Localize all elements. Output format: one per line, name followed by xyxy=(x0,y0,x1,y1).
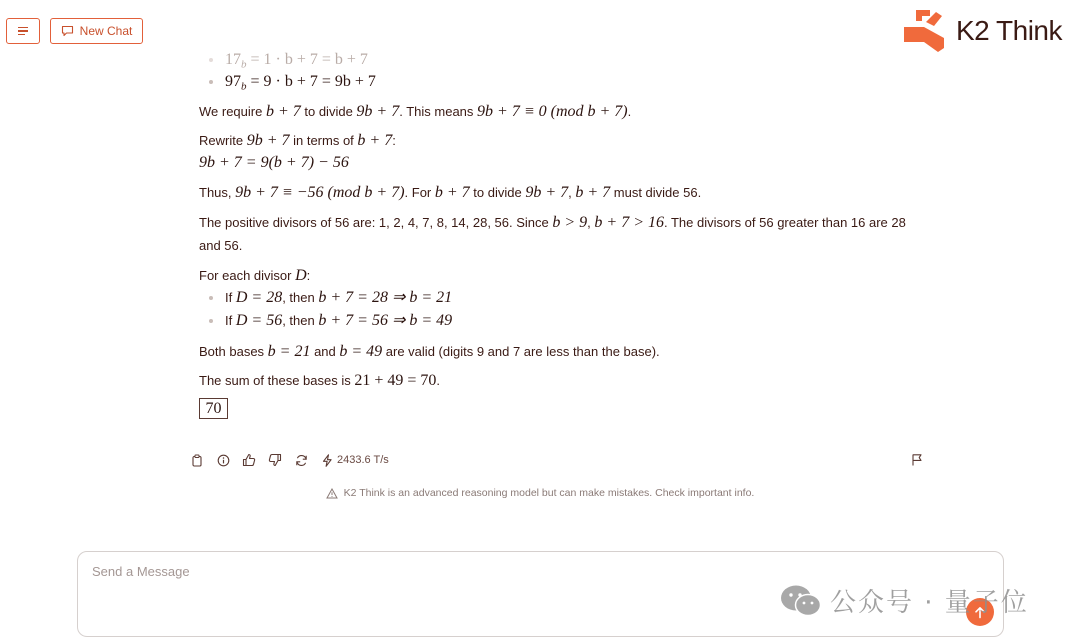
chat-bubble-icon xyxy=(61,25,74,37)
flag-icon[interactable] xyxy=(910,452,924,466)
paragraph: We require b + 7 to divide 9b + 7. This means 9b + 7 ≡ 0 (mod b + 7). xyxy=(199,103,632,120)
list-item: If D = 28, then b + 7 = 28 ⇒ b = 21 xyxy=(225,289,453,306)
boxed-answer: 70 xyxy=(199,398,228,419)
paragraph: The sum of these bases is 21 + 49 = 70. xyxy=(199,372,441,389)
paragraph: The positive divisors of 56 are: 1, 2, 4, 7, 8, 14, 28, 56. Since b > 9, b + 7 > 16. The divisors of 56 greater than 16 are 28 xyxy=(199,214,906,231)
message-actions xyxy=(190,450,940,470)
thumbs-up-icon[interactable] xyxy=(242,453,256,467)
warning-icon xyxy=(326,488,338,499)
bullet-dot xyxy=(209,319,213,323)
equation: 9b + 7 = 9(b + 7) − 56 xyxy=(199,154,349,171)
menu-icon xyxy=(18,27,28,36)
list-item: If D = 56, then b + 7 = 56 ⇒ b = 49 xyxy=(225,312,453,329)
copy-icon[interactable] xyxy=(190,453,204,467)
paragraph: Thus, 9b + 7 ≡ −56 (mod b + 7). For b + 7 to divide 9b + 7, b + 7 must divide 56. xyxy=(199,184,702,201)
disclaimer-text: K2 Think is an advanced reasoning model but can make mistakes. Check important info. xyxy=(343,487,755,499)
bullet-dot xyxy=(209,58,213,62)
bullet-dot xyxy=(209,80,213,84)
list-item: $17_b = 1 \cdot b + 7 = b + 7$ xyxy=(225,51,368,71)
bolt-icon xyxy=(322,454,333,467)
new-chat-button[interactable] xyxy=(50,18,143,44)
list-item: $97_b = 9 \cdot b + 7 = 9b + 7$ xyxy=(225,73,376,93)
bullet-dot xyxy=(209,296,213,300)
paragraph-continuation: and 56. xyxy=(199,238,243,253)
paragraph: Both bases b = 21 and b = 49 are valid (digits 9 and 7 are less than the base). xyxy=(199,343,660,360)
speed-value: 2433.6 T/s xyxy=(337,454,389,466)
regenerate-icon[interactable] xyxy=(294,453,308,467)
sidebar-toggle-button[interactable] xyxy=(6,18,40,44)
brand-name: K2 Think xyxy=(956,15,1062,46)
watermark-text: 公众号 · 量子位 xyxy=(830,588,1029,618)
thumbs-down-icon[interactable] xyxy=(268,453,282,467)
k2-logo-icon xyxy=(902,8,948,54)
info-icon[interactable] xyxy=(216,453,230,467)
speed-indicator xyxy=(322,454,389,467)
wechat-icon xyxy=(780,584,822,618)
paragraph: Rewrite 9b + 7 in terms of b + 7: xyxy=(199,132,396,149)
brand-logo xyxy=(902,8,1062,54)
message-input[interactable] xyxy=(92,564,692,579)
disclaimer xyxy=(0,487,1080,499)
watermark xyxy=(780,582,1029,619)
paragraph: For each divisor D: xyxy=(199,267,311,284)
new-chat-label: New Chat xyxy=(79,24,133,38)
